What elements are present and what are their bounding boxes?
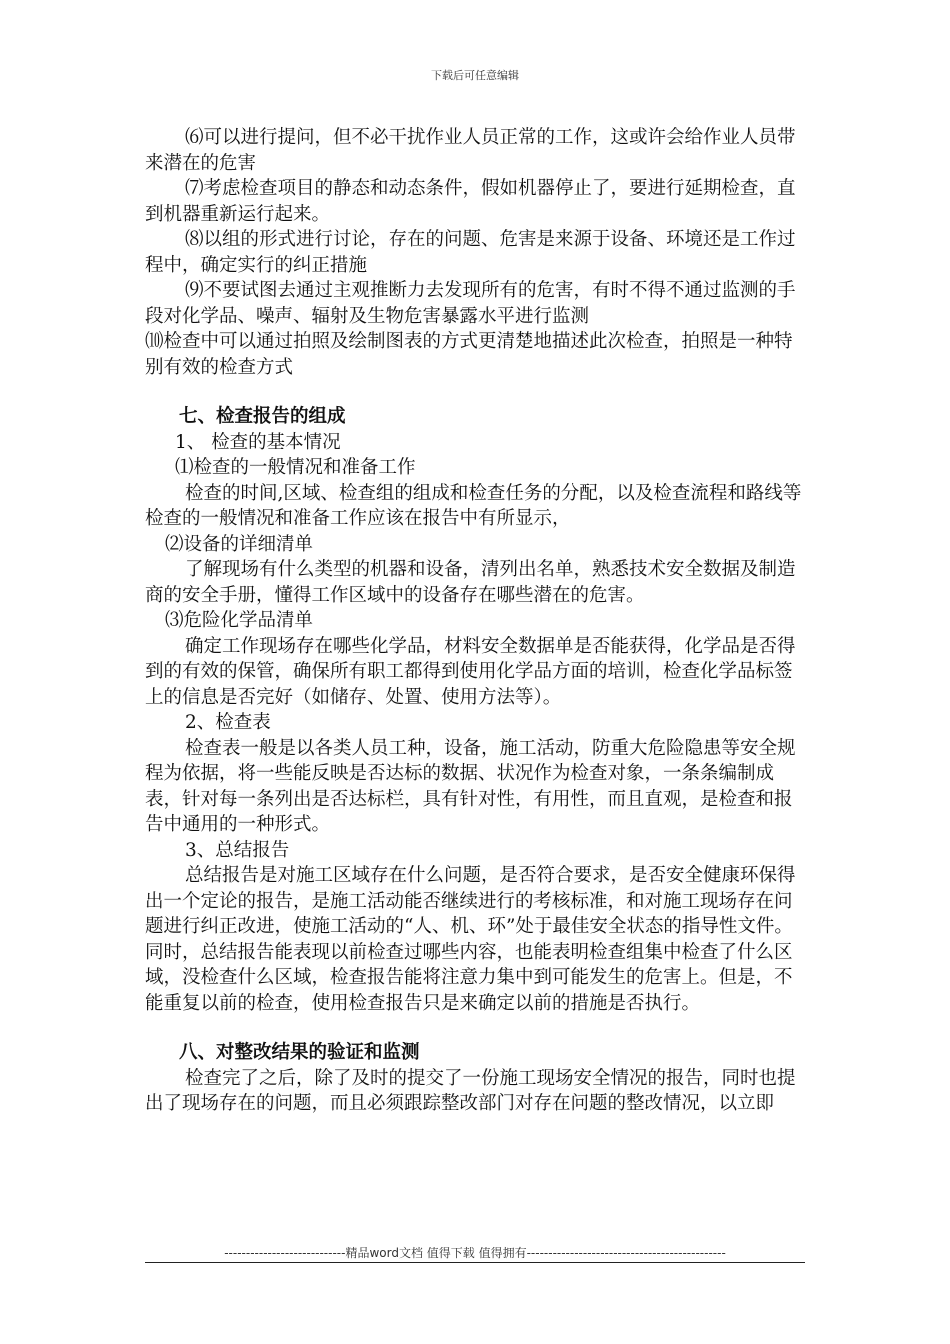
footer-rule	[145, 1262, 805, 1263]
subsection-title-1-2: ⑵设备的详细清单	[165, 533, 314, 555]
document-body	[145, 125, 805, 1117]
paragraph-item-6: ⑹可以进行提问，但不必干扰作业人员正常的工作，这或许会给作业人员带来潜在的危害	[145, 127, 796, 174]
paragraph-1-1: 检查的时间,区域、检查组的组成和检查任务的分配，以及检查流程和路线等检查的一般情况和准备工作应该在报告中有所显示，	[145, 482, 802, 529]
paragraph-1-2: 了解现场有什么类型的机器和设备，清列出名单，熟悉技术安全数据及制造商的安全手册，懂得工作区域中的设备存在哪些潜在的危害。	[145, 559, 796, 606]
paragraph-8: 检查完了之后，除了及时的提交了一份施工现场安全情况的报告，同时也提出了现场存在的问题，而且必须跟踪整改部门对存在问题的整改情况，以立即	[145, 1067, 796, 1114]
subsection-title-3: 3、总结报告	[185, 839, 290, 861]
paragraph-item-10: ⑽检查中可以通过拍照及绘制图表的方式更清楚地描述此次检查，拍照是一种特别有效的检查方式	[145, 331, 793, 378]
page-header: 下载后可任意编辑	[431, 69, 519, 82]
subsection-title-1-3: ⑶危险化学品清单	[165, 610, 314, 631]
paragraph-item-9: ⑼不要试图去通过主观推断力去发现所有的危害，有时不得不通过监测的手段对化学品、噪声、辐射及生物危害暴露水平进行监测	[145, 280, 796, 327]
paragraph-item-7: ⑺考虑检查项目的静态和动态条件，假如机器停止了，要进行延期检查，直到机器重新运行起来。	[145, 178, 796, 225]
paragraph-item-8: ⑻以组的形式进行讨论，存在的问题、危害是来源于设备、环境还是工作过程中，确定实行的纠正措施	[145, 229, 796, 276]
paragraph-3: 总结报告是对施工区域存在什么问题，是否符合要求，是否安全健康环保得出一个定论的报告，是施工活动能否继续进行的考核标准，和对施工现场存在问题进行纠正改进，使施工活动的“人、机、环”处于最佳安全状态的指导性文件。同时，总结报告能表现以前检查过哪些内容，也能表明检查组集中检查了什么区域，没检查什么区域，检查报告能将注意力集中到可能发生的危害上。但是，不能重复以前的检查，使用检查报告只是来确定以前的措施是否执行。	[145, 865, 796, 1014]
subsection-title-1-1: ⑴检查的一般情况和准备工作	[175, 457, 416, 478]
subsection-title-2: 2、检查表	[185, 712, 271, 733]
paragraph-1-3: 确定工作现场存在哪些化学品，材料安全数据单是否能获得，化学品是否得到的有效的保管，确保所有职工都得到使用化学品方面的培训，检查化学品标签上的信息是否完好（如储存、处置、使用方法等）。	[145, 635, 796, 708]
section-heading-7: 七、检查报告的组成	[179, 406, 346, 427]
page-footer: ----------------------------精品word文档 值得下载 值得拥有----------------------------------------------	[224, 1246, 726, 1260]
paragraph-2: 检查表一般是以各类人员工种，设备，施工活动，防重大危险隐患等安全规程为依据，将一些能反映是否达标的数据、状况作为检查对象，一条条编制成表，针对每一条列出是否达标栏，具有针对性，有用性，而且直观，是检查和报告中通用的一种形式。	[145, 737, 796, 835]
section-heading-8: 八、对整改结果的验证和监测	[179, 1042, 420, 1063]
subsection-title-1: 1、 检查的基本情况	[175, 431, 341, 453]
